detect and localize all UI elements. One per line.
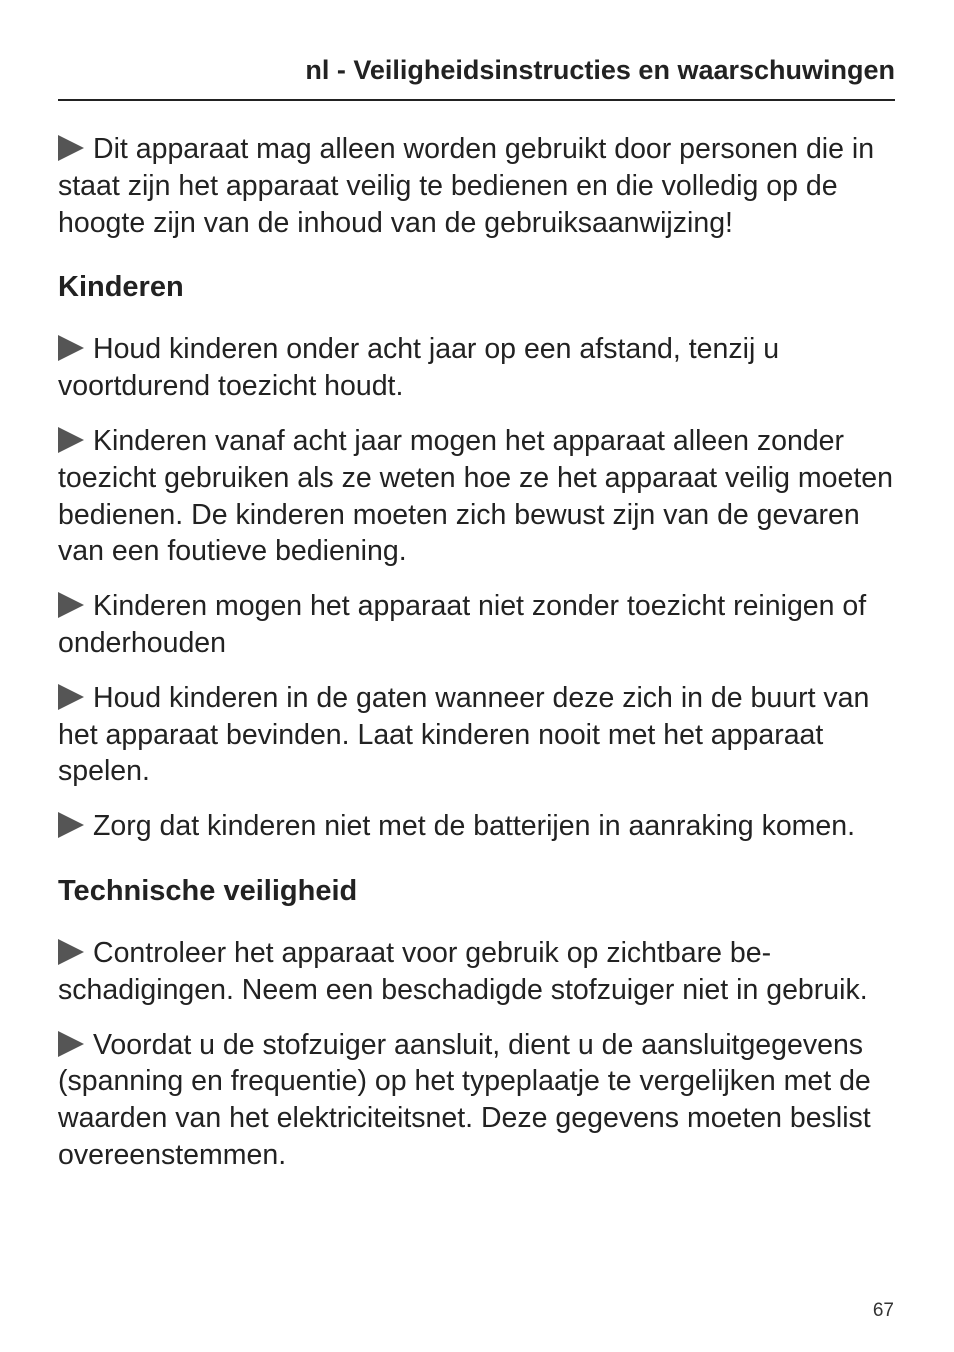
arrow-bullet-icon (58, 592, 84, 618)
instruction-paragraph (58, 808, 895, 845)
arrow-bullet-icon (58, 335, 84, 361)
arrow-bullet-icon (58, 684, 84, 710)
instruction-text: Zorg dat kinderen niet met de batterijen in aanraking komen. (93, 810, 856, 843)
instruction-paragraph (58, 588, 895, 662)
arrow-bullet-icon (58, 135, 84, 161)
instruction-paragraph (58, 680, 895, 790)
instruction-text: Kinderen mogen het apparaat niet zonder toezicht reinigen of onderhouden (58, 590, 867, 659)
instruction-paragraph (58, 131, 895, 241)
arrow-bullet-icon (58, 1031, 84, 1057)
arrow-bullet-icon (58, 812, 84, 838)
section-heading-technische-veiligheid: Technische veiligheid (58, 874, 358, 907)
arrow-bullet-icon (58, 939, 84, 965)
instruction-text: Kinderen vanaf acht jaar mogen het apparaat alleen zonder toezicht gebruiken als ze weten hoe ze het apparaat veilig moeten bedienen. De kinderen moeten zich bewust zijn van de gevaren van een foutieve bediening. (58, 424, 893, 568)
instruction-text: Voordat u de stofzuiger aansluit, dient u de aansluitgegevens (spanning en frequentie) op het typeplaatje te vergelijken met de waarden van het elektriciteitsnet. Deze gegevens moeten beslist overeenstemmen. (58, 1028, 871, 1171)
page-content (58, 131, 895, 1192)
instruction-text: Controleer het apparaat voor gebruik op zichtbare beschadigingen. Neem een beschadigde stofzuiger niet in gebruik. (58, 936, 868, 1006)
arrow-bullet-icon (58, 427, 84, 453)
instruction-paragraph (58, 1027, 895, 1174)
instruction-paragraph (58, 423, 895, 570)
instruction-text: Houd kinderen onder acht jaar op een afstand, tenzij u voortdurend toezicht houdt. (58, 333, 780, 403)
header-title: nl - Veiligheidsinstructies en waarschuwingen (305, 55, 895, 85)
instruction-text: Houd kinderen in de gaten wanneer deze zich in de buurt van het apparaat bevinden. Laat kinderen nooit met het apparaat spelen. (58, 681, 870, 788)
page-header (58, 50, 895, 101)
section-heading-kinderen: Kinderen (58, 271, 184, 304)
instruction-paragraph (58, 331, 895, 405)
instruction-text: Dit apparaat mag alleen worden gebruikt door personen die in staat zijn het apparaat veilig te bedienen en die volledig op de hoogte zijn van de inhoud van de gebruiksaanwijzing! (58, 133, 875, 239)
page-number: 67 (872, 1300, 894, 1321)
instruction-paragraph (58, 935, 895, 1009)
